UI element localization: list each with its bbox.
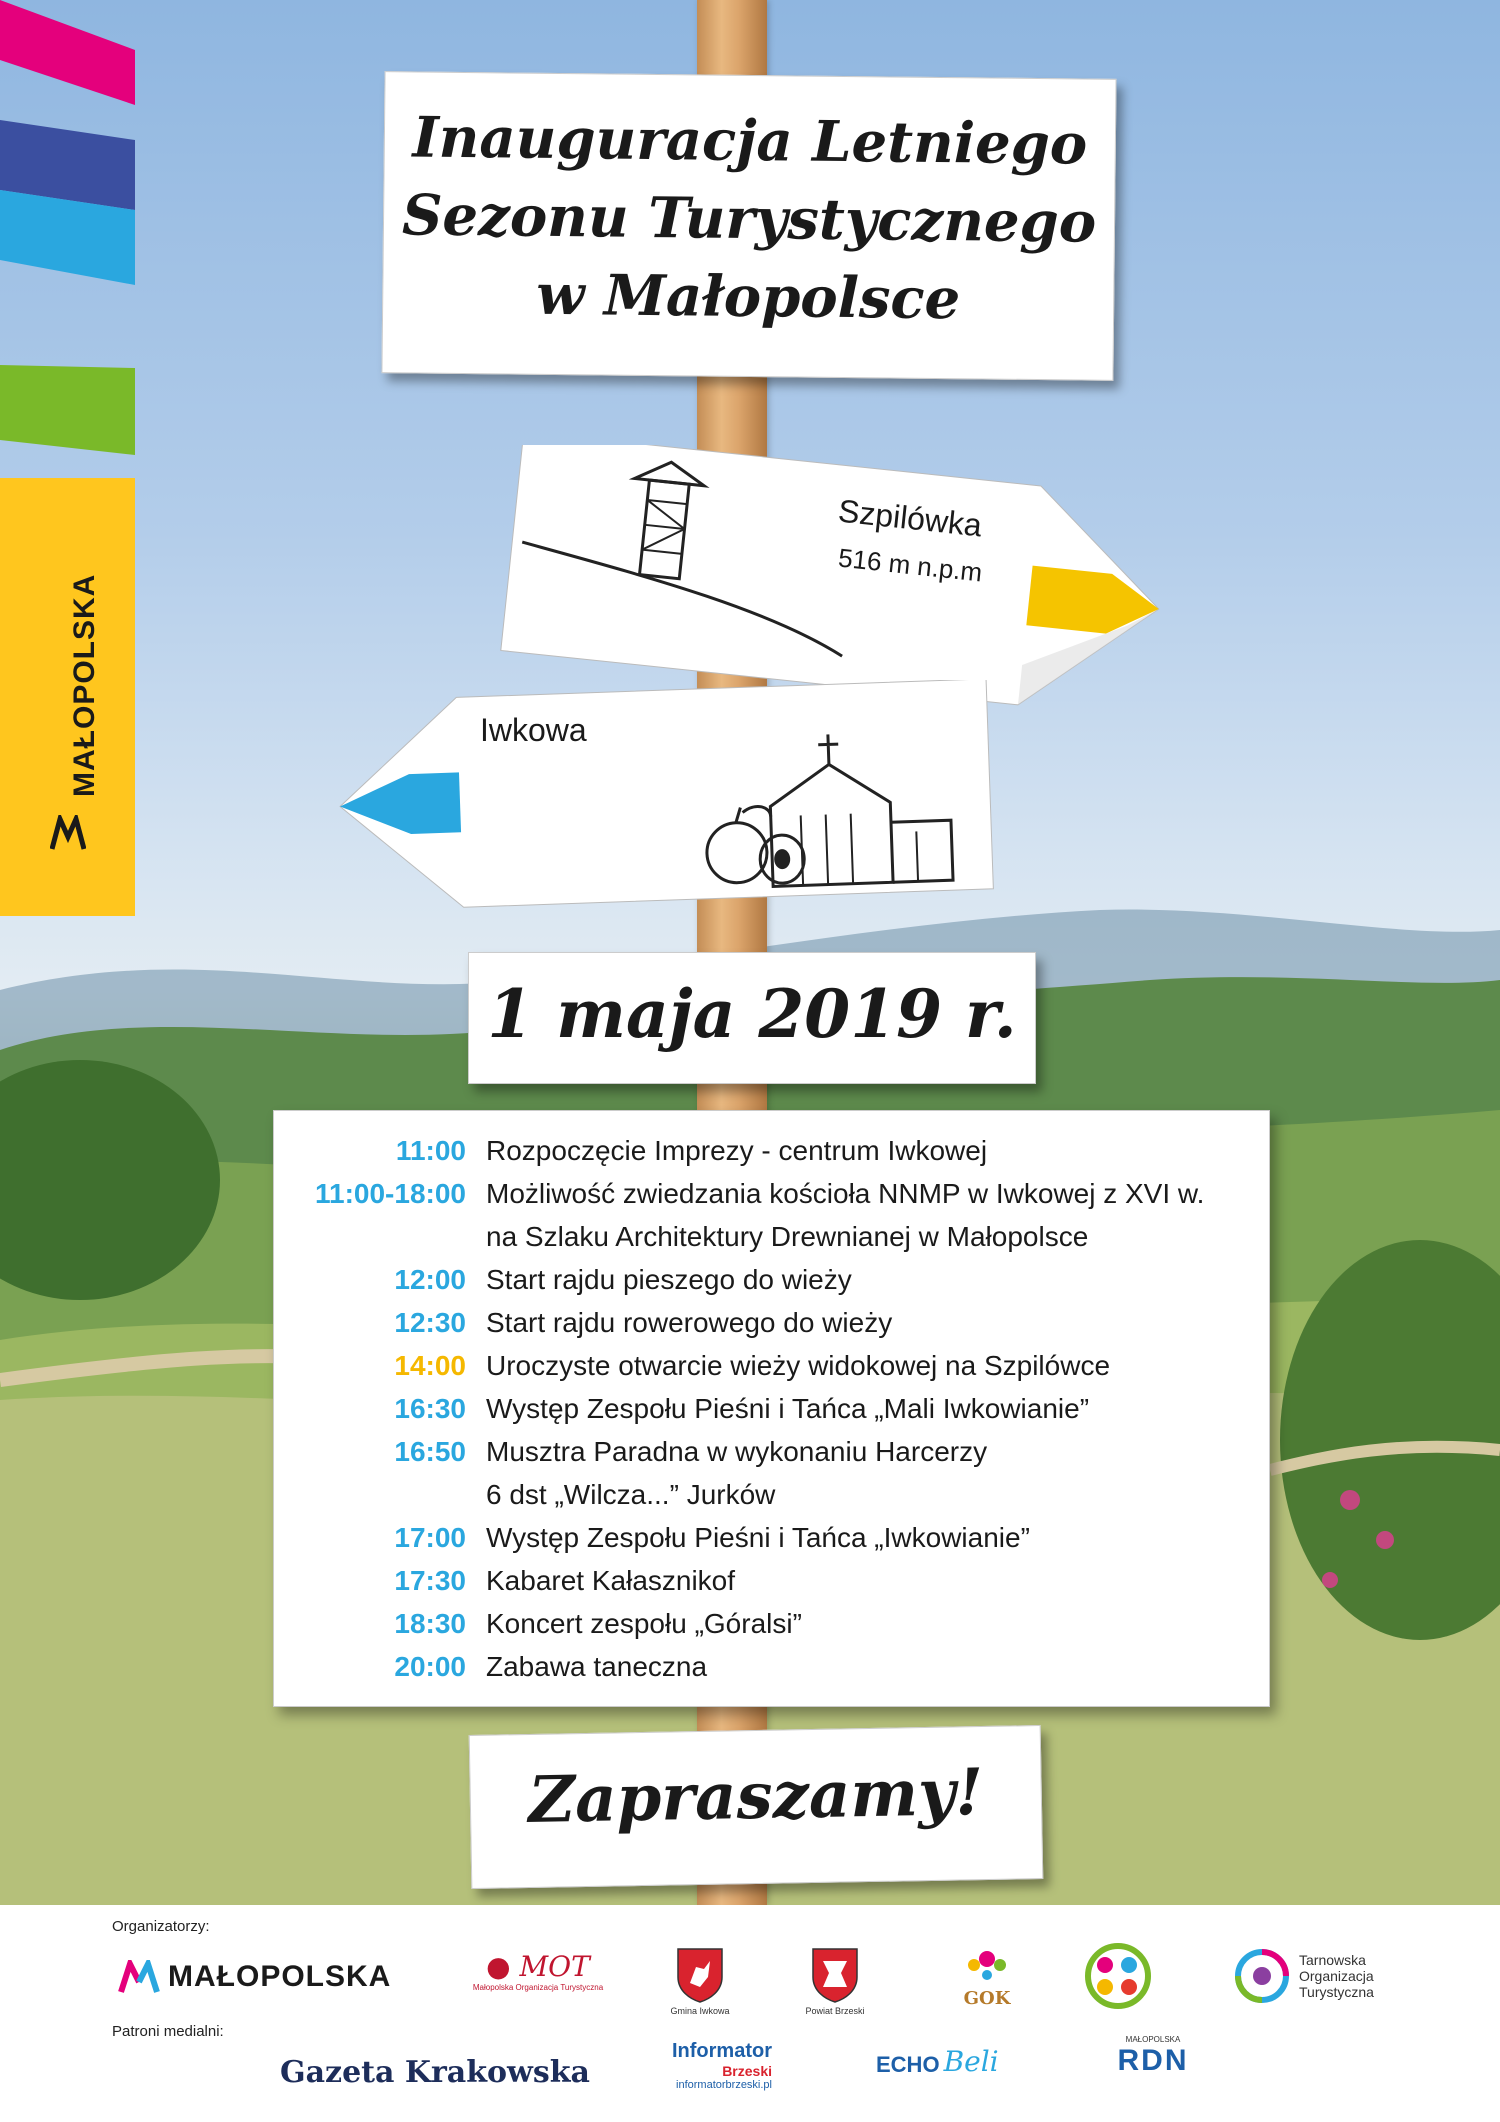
rdn-small-text: MAŁOPOLSKA xyxy=(1125,2035,1181,2044)
schedule-description: Występ Zespołu Pieśni i Tańca „Mali Iwkowianie” xyxy=(486,1393,1090,1424)
malopolska-footer-logo[interactable] xyxy=(118,1960,391,1994)
brand-vertical-text: MAŁOPOLSKA xyxy=(68,573,101,797)
sign-iwkowa-shape xyxy=(330,680,1010,915)
schedule-time: 11:00-18:00 xyxy=(314,1178,466,1209)
schedule-description: Start rajdu rowerowego do wieży xyxy=(486,1307,893,1338)
sign-iwkowa xyxy=(330,680,1010,920)
mot-mark-icon: ● MOT xyxy=(486,1950,590,1983)
schedule-row xyxy=(274,1172,1269,1258)
rdn-logo[interactable] xyxy=(1108,2035,1198,2078)
gok-logo[interactable] xyxy=(952,1945,1022,2009)
powiat-brzeski-logo[interactable] xyxy=(790,1947,880,2016)
schedule-description: Występ Zespołu Pieśni i Tańca „Iwkowianie” xyxy=(486,1522,1030,1553)
schedule-board xyxy=(273,1110,1270,1707)
schedule-time: 14:00 xyxy=(394,1350,466,1381)
informator-brzeski-logo[interactable] xyxy=(652,2040,772,2091)
schedule-time: 12:00 xyxy=(394,1264,466,1295)
schedule-description: Rozpoczęcie Imprezy - centrum Iwkowej xyxy=(486,1135,988,1166)
malopolska-m-icon xyxy=(118,1960,160,1994)
children-hands-logo-icon[interactable] xyxy=(1085,1943,1151,2009)
schedule-time: 18:30 xyxy=(394,1608,466,1639)
sign-szpilowka xyxy=(490,445,1180,720)
gmina-iwkowa-logo[interactable] xyxy=(660,1947,740,2016)
footer xyxy=(0,1905,1500,2122)
echo-beli-logo[interactable] xyxy=(876,2045,999,2078)
schedule-description: Koncert zespołu „Góralsi” xyxy=(486,1608,802,1639)
powiat-caption: Powiat Brzeski xyxy=(805,2006,865,2016)
sign-szpilowka-name: Szpilówka xyxy=(836,492,984,544)
malopolska-footer-text: MAŁOPOLSKA xyxy=(168,1960,392,1993)
sign-iwkowa-name: Iwkowa xyxy=(480,712,587,748)
invite-board xyxy=(469,1725,1044,1889)
schedule-time: 12:30 xyxy=(394,1307,466,1338)
schedule-row xyxy=(274,1301,1269,1344)
gok-flower-icon xyxy=(962,1945,1012,1985)
schedule-list xyxy=(274,1129,1269,1688)
schedule-row xyxy=(274,1430,1269,1516)
schedule-row xyxy=(274,1344,1269,1387)
tot-line1: Tarnowska xyxy=(1299,1952,1366,1968)
beli-text: Beli xyxy=(943,2045,999,2078)
organizers-label: Organizatorzy: xyxy=(112,1918,210,1935)
powiat-crest-icon xyxy=(811,1947,859,2003)
schedule-description: Kabaret Kałasznikof xyxy=(486,1565,736,1596)
event-date: 1 maja 2019 r. xyxy=(487,975,1017,1053)
rdn-text: RDN xyxy=(1117,2044,1189,2077)
tot-line3: Turystyczna xyxy=(1299,1984,1374,2000)
schedule-time: 11:00 xyxy=(395,1135,466,1166)
invite-text: Zapraszamy! xyxy=(527,1755,984,1838)
schedule-time: 16:50 xyxy=(394,1436,466,1467)
informator-url: informatorbrzeski.pl xyxy=(676,2079,772,2091)
schedule-description: Zabawa taneczna xyxy=(486,1651,708,1682)
schedule-row xyxy=(274,1258,1269,1301)
echo-text: ECHO xyxy=(876,2052,940,2077)
gazeta-krakowska-logo[interactable]: Gazeta Krakowska xyxy=(280,2055,590,2090)
tot-line2: Organizacja xyxy=(1299,1968,1374,1984)
schedule-description: Możliwość zwiedzania kościoła NNMP w Iwkowej z XVI w. na Szlaku Architektury Drewnianej w Małopolsce xyxy=(486,1178,1205,1252)
tot-text xyxy=(1299,1952,1374,2000)
schedule-row xyxy=(274,1602,1269,1645)
sign-szpilowka-altitude: 516 m n.p.m xyxy=(836,542,984,588)
mot-caption: Małopolska Organizacja Turystyczna xyxy=(472,1983,604,1992)
schedule-row xyxy=(274,1516,1269,1559)
schedule-description: Uroczyste otwarcie wieży widokowej na Szpilówce xyxy=(486,1350,1111,1381)
schedule-row xyxy=(274,1645,1269,1688)
tot-logo[interactable] xyxy=(1233,1947,1374,2005)
schedule-row xyxy=(274,1129,1269,1172)
schedule-time: 16:30 xyxy=(394,1393,466,1424)
gmina-caption: Gmina Iwkowa xyxy=(670,2006,730,2016)
malopolska-logo-icon xyxy=(50,815,86,851)
schedule-description: Musztra Paradna w wykonaniu Harcerzy 6 dst „Wilcza...” Jurków xyxy=(486,1436,988,1510)
schedule-row xyxy=(274,1559,1269,1602)
informator-sub: Brzeski xyxy=(722,2063,772,2079)
date-board xyxy=(468,952,1036,1084)
schedule-row xyxy=(274,1387,1269,1430)
media-label: Patroni medialni: xyxy=(112,2023,224,2040)
schedule-time: 17:30 xyxy=(394,1565,466,1596)
schedule-time: 17:00 xyxy=(394,1522,466,1553)
tot-ring-icon xyxy=(1233,1947,1291,2005)
title-board xyxy=(381,71,1116,381)
sign-szpilowka-shape xyxy=(490,445,1180,715)
schedule-description: Start rajdu pieszego do wieży xyxy=(486,1264,852,1295)
mot-logo[interactable] xyxy=(468,1950,608,1992)
gok-text: GOK xyxy=(963,1988,1011,2009)
gmina-crest-icon xyxy=(676,1947,724,2003)
informator-title: Informator xyxy=(672,2040,772,2062)
poster-title: Inauguracja Letniego Sezonu Turystycznego w Małopolsce xyxy=(401,104,1097,333)
schedule-time: 20:00 xyxy=(394,1651,466,1682)
